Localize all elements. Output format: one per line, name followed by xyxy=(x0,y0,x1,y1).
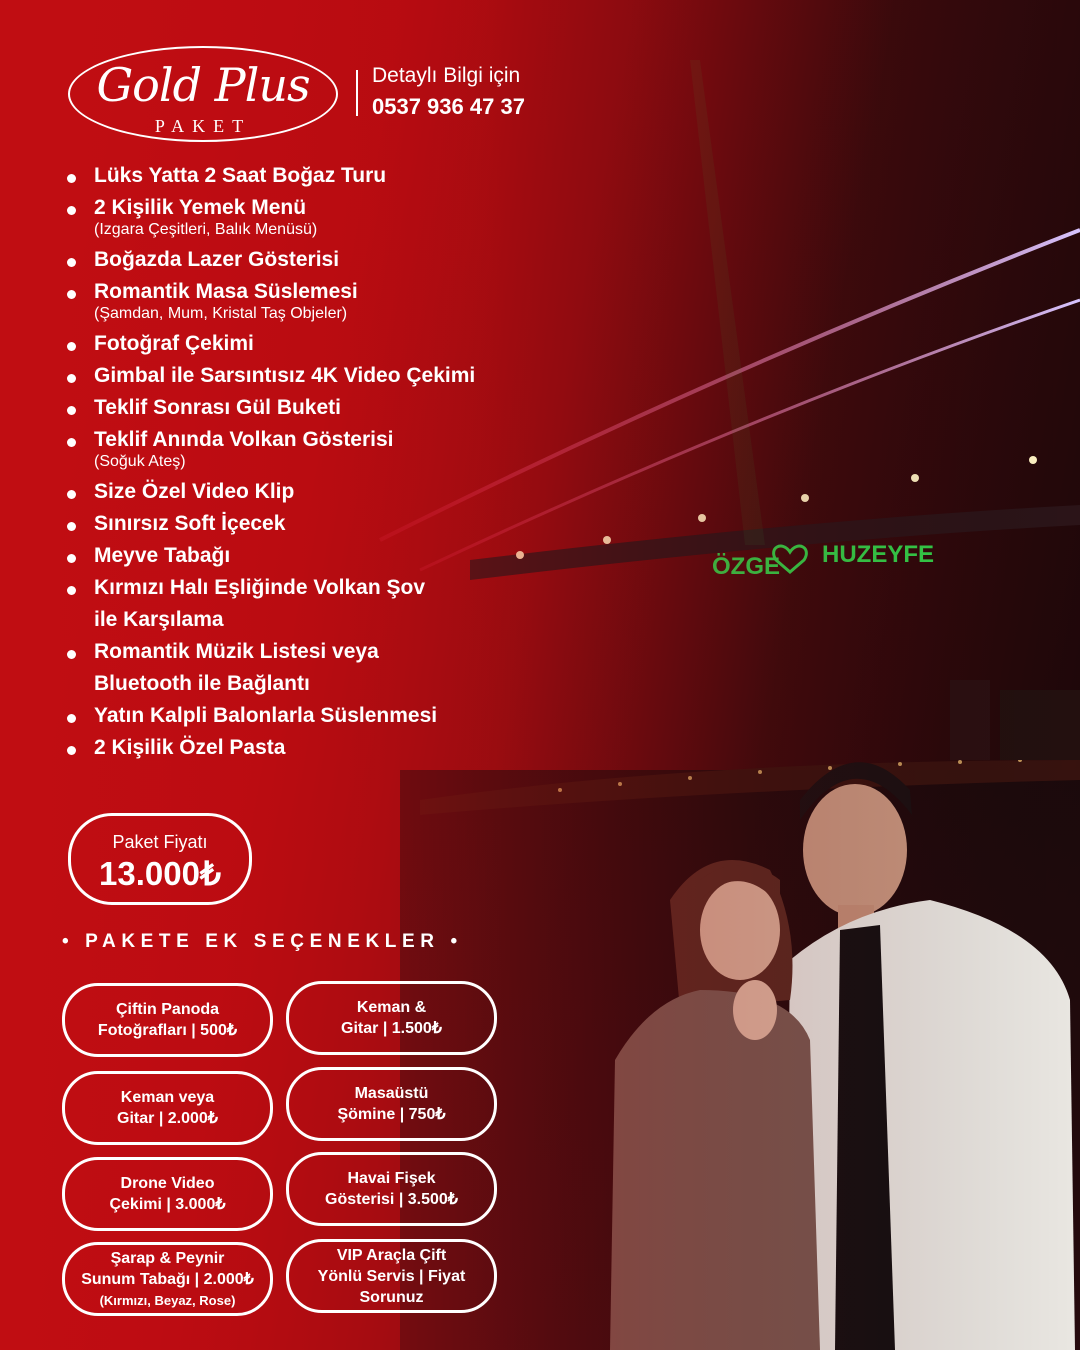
extra-line1: VIP Araçla Çift xyxy=(336,1246,447,1264)
extra-line2: Gösterisi | 3.500₺ xyxy=(325,1191,458,1208)
extra-line2: Gitar | 1.500₺ xyxy=(341,1020,442,1037)
feature-text: 2 Kişilik Yemek Menü xyxy=(94,196,307,219)
feature-text: Teklif Anında Volkan Gösterisi xyxy=(94,428,394,451)
feature-text: Romantik Masa Süslemesi xyxy=(94,280,358,303)
contact-label: Detaylı Bilgi için xyxy=(372,64,521,87)
bullet-icon xyxy=(67,206,76,215)
bullet-icon xyxy=(67,714,76,723)
feature-text: Size Özel Video Klip xyxy=(94,480,295,503)
extra-option[interactable] xyxy=(286,1152,497,1226)
feature-item xyxy=(64,192,544,239)
extra-line2: Fotoğrafları | 500₺ xyxy=(97,1022,238,1039)
feature-item xyxy=(64,476,544,508)
feature-item xyxy=(64,160,544,192)
feature-text-continued: ile Karşılama xyxy=(94,608,224,631)
extra-line2: Gitar | 2.000₺ xyxy=(117,1110,218,1127)
extra-line1: Şarap & Peynir xyxy=(110,1249,225,1267)
bullet-icon xyxy=(67,522,76,531)
brand-subtitle: PAKET xyxy=(154,116,252,136)
bullet-icon xyxy=(67,342,76,351)
extra-line3: (Kırmızı, Beyaz, Rose) xyxy=(99,1292,236,1308)
price-label: Paket Fiyatı xyxy=(112,832,208,852)
feature-subtext: (Şamdan, Mum, Kristal Taş Objeler) xyxy=(94,305,348,322)
price-value: 13.000₺ xyxy=(99,855,221,892)
brand-logo xyxy=(68,46,338,142)
bullet-icon xyxy=(67,290,76,299)
feature-text: 2 Kişilik Özel Pasta xyxy=(94,736,286,759)
feature-item xyxy=(64,540,544,572)
contact-divider xyxy=(356,70,358,116)
extra-option[interactable] xyxy=(286,1239,497,1313)
extra-option[interactable] xyxy=(62,1242,273,1316)
feature-text: Lüks Yatta 2 Saat Boğaz Turu xyxy=(94,164,387,187)
feature-text: Teklif Sonrası Gül Buketi xyxy=(94,396,341,419)
bullet-icon xyxy=(67,586,76,595)
feature-text: Yatın Kalpli Balonlarla Süslenmesi xyxy=(94,704,438,727)
feature-item xyxy=(64,732,544,764)
bullet-icon xyxy=(67,746,76,755)
bullet-icon xyxy=(67,438,76,447)
feature-text: Romantik Müzik Listesi veya xyxy=(94,640,379,663)
extra-option[interactable] xyxy=(62,983,273,1057)
extra-line1: Çiftin Panoda xyxy=(115,1001,220,1018)
extra-option[interactable] xyxy=(62,1157,273,1231)
feature-text: Sınırsız Soft İçecek xyxy=(94,512,286,535)
feature-item xyxy=(64,328,544,360)
extra-line1: Havai Fişek xyxy=(347,1170,436,1187)
feature-text: Fotoğraf Çekimi xyxy=(94,332,254,355)
feature-text: Boğazda Lazer Gösterisi xyxy=(94,248,340,271)
bullet-icon xyxy=(67,258,76,267)
extra-line1: Drone Video xyxy=(120,1175,215,1192)
feature-text: Meyve Tabağı xyxy=(94,544,231,567)
extra-line2: Çekimi | 3.000₺ xyxy=(109,1196,226,1213)
feature-item xyxy=(64,700,544,732)
feature-item xyxy=(64,360,544,392)
extra-option[interactable] xyxy=(62,1071,273,1145)
feature-item xyxy=(64,424,544,471)
extras-heading: • PAKETE EK SEÇENEKLER • xyxy=(62,931,463,952)
extra-line2: Sunum Tabağı | 2.000₺ xyxy=(81,1270,254,1288)
feature-item xyxy=(64,276,544,323)
feature-item xyxy=(64,392,544,424)
feature-item xyxy=(64,572,544,636)
feature-item xyxy=(64,244,544,276)
contact-phone[interactable]: 0537 936 47 37 xyxy=(372,94,525,119)
bullet-icon xyxy=(67,374,76,383)
extra-line1: Masaüstü xyxy=(354,1085,429,1102)
extra-line2: Yönlü Servis | Fiyat Sorunuz xyxy=(317,1267,466,1306)
extra-line1: Keman veya xyxy=(120,1089,215,1106)
feature-text: Kırmızı Halı Eşliğinde Volkan Şov xyxy=(94,576,426,599)
feature-subtext: (Soğuk Ateş) xyxy=(94,453,186,470)
bullet-icon xyxy=(67,490,76,499)
bullet-icon xyxy=(67,174,76,183)
feature-subtext: (Izgara Çeşitleri, Balık Menüsü) xyxy=(94,221,318,238)
bullet-icon xyxy=(67,650,76,659)
feature-item xyxy=(64,508,544,540)
feature-item xyxy=(64,636,544,700)
extra-line2: Şömine | 750₺ xyxy=(337,1106,446,1123)
feature-list xyxy=(64,160,544,764)
bullet-icon xyxy=(67,554,76,563)
brand-title: Gold Plus xyxy=(96,58,310,112)
feature-text: Gimbal ile Sarsıntısız 4K Video Çekimi xyxy=(94,364,476,387)
extra-option[interactable] xyxy=(286,1067,497,1141)
bullet-icon xyxy=(67,406,76,415)
extra-option[interactable] xyxy=(286,981,497,1055)
feature-text-continued: Bluetooth ile Bağlantı xyxy=(94,672,310,695)
package-price-badge xyxy=(68,813,252,905)
extra-line1: Keman & xyxy=(356,999,427,1016)
